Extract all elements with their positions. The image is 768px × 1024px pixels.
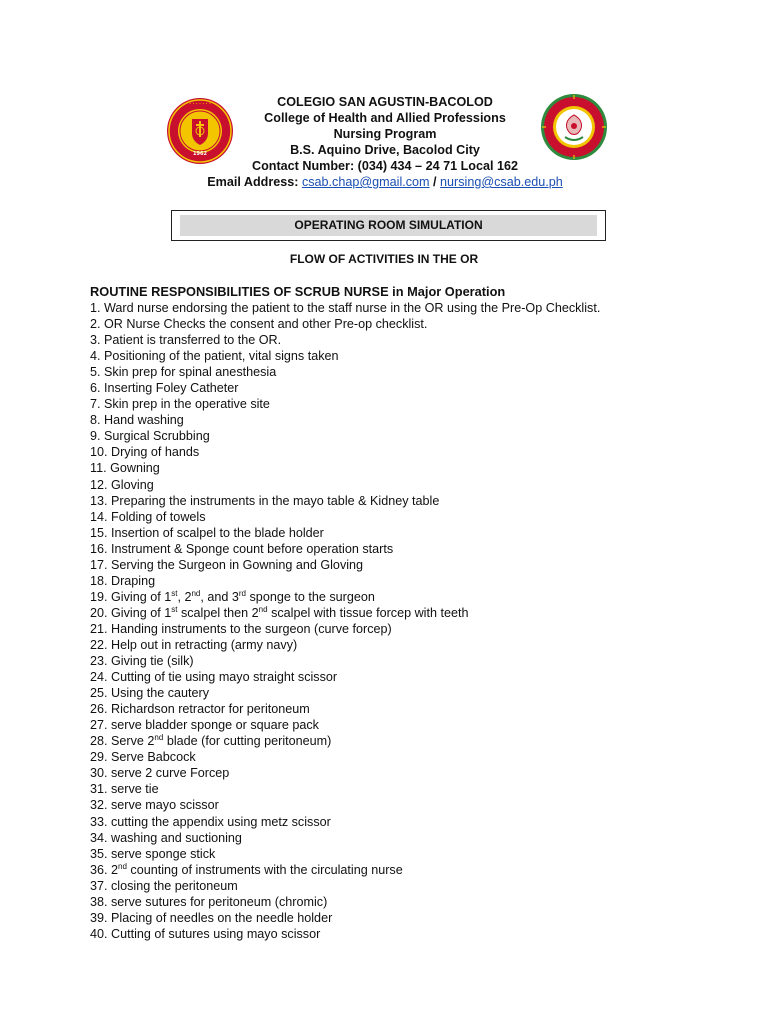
school-address: B.S. Aquino Drive, Bacolod City [290,143,480,157]
email-separator: / [429,175,441,189]
simulation-title: OPERATING ROOM SIMULATION [180,215,597,236]
list-item: 1. Ward nurse endorsing the patient to the staff nurse in the OR using the Pre-Op Checklist. [90,301,601,315]
list-item: 7. Skin prep in the operative site [90,397,270,412]
college-name: College of Health and Allied Professions [264,111,506,125]
list-item: 9. Surgical Scrubbing [90,429,210,444]
program-name: Nursing Program [333,127,437,141]
list-item: 19. Giving of 1st, 2nd, and 3rd sponge to the surgeon [90,588,375,604]
list-item: 23. Giving tie (silk) [90,654,194,669]
list-item: 3. Patient is transferred to the OR. [90,333,282,348]
list-item: 33. cutting the appendix using metz scissor [90,814,331,829]
list-item: 20. Giving of 1st scalpel then 2nd scalpel with tissue forcep with teeth [90,604,469,620]
flow-title: FLOW OF ACTIVITIES IN THE OR [289,252,479,266]
simulation-title-box [171,210,606,241]
list-item: 5. Skin prep for spinal anesthesia [90,365,277,380]
list-item: 4. Positioning of the patient, vital signs taken [90,349,339,364]
contact-number: Contact Number: (034) 434 – 24 71 Local 162 [252,159,518,173]
list-item: 6. Inserting Foley Catheter [90,381,239,396]
list-item: 37. closing the peritoneum [90,878,238,893]
email-line [190,174,580,190]
routine-title-bold: ROUTINE RESPONSIBILITIES OF SCRUB NURSE [90,284,389,299]
school-name: COLEGIO SAN AGUSTIN-BACOLOD [277,95,493,109]
list-item: 16. Instrument & Sponge count before operation starts [90,541,394,556]
svg-text:· · · · · · ·: · · · · · · · [189,102,211,107]
list-item: 2. OR Nurse Checks the consent and other Pre-op checklist. [90,317,428,332]
list-item: 40. Cutting of sutures using mayo scissor [90,926,321,941]
routine-title [90,284,505,299]
letterhead [190,94,580,190]
list-item: 22. Help out in retracting (army navy) [90,637,298,652]
list-item: 30. serve 2 curve Forcep [90,766,230,781]
list-item: 36. 2nd counting of instruments with the circulating nurse [90,861,403,877]
list-item: 26. Richardson retractor for peritoneum [90,702,310,717]
steps-list [90,300,600,942]
list-item: 12. Gloving [90,477,154,492]
list-item: 21. Handing instruments to the surgeon (curve forcep) [90,621,392,636]
seal-year: 1962 [193,151,207,157]
routine-title-rest: in Major Operation [388,284,506,299]
list-item: 24. Cutting of tie using mayo straight scissor [90,670,338,685]
list-item: 18. Draping [90,573,156,588]
email-link-csab[interactable]: nursing@csab.edu.ph [440,175,563,189]
list-item: 14. Folding of towels [90,509,206,524]
list-item: 17. Serving the Surgeon in Gowning and Gloving [90,557,364,572]
list-item: 35. serve sponge stick [90,846,216,861]
list-item: 11. Gowning [90,461,160,476]
list-item: 25. Using the cautery [90,686,210,701]
list-item: 38. serve sutures for peritoneum (chromic) [90,894,328,909]
email-label: Email Address: [207,175,302,189]
list-item: 34. washing and suctioning [90,830,242,845]
email-link-gmail[interactable]: csab.chap@gmail.com [301,175,430,189]
list-item: 13. Preparing the instruments in the mayo table & Kidney table [90,493,440,508]
list-item: 29. Serve Babcock [90,750,196,765]
list-item: 27. serve bladder sponge or square pack [90,718,319,733]
list-item: 15. Insertion of scalpel to the blade holder [90,525,324,540]
list-item: 10. Drying of hands [90,445,200,460]
list-item: 28. Serve 2nd blade (for cutting peritoneum) [90,733,332,749]
list-item: 32. serve mayo scissor [90,798,219,813]
list-item: 39. Placing of needles on the needle holder [90,910,333,925]
list-item: 8. Hand washing [90,413,184,428]
list-item: 31. serve tie [90,782,159,797]
